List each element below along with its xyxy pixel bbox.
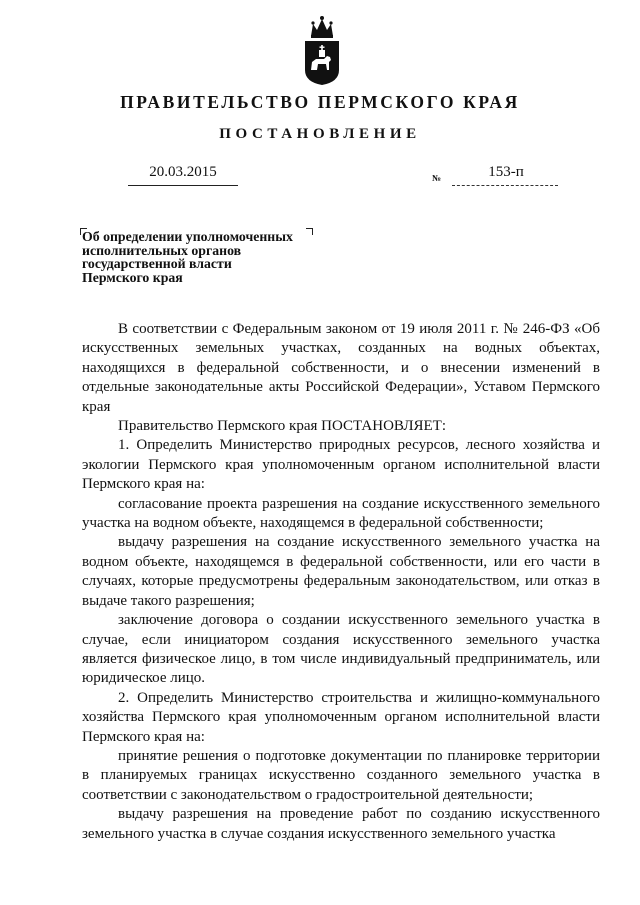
document-type: ПОСТАНОВЛЕНИЕ bbox=[219, 126, 421, 142]
document-number-field bbox=[432, 164, 560, 186]
resolution-paragraph: Правительство Пермского края ПОСТАНОВЛЯЕТ: bbox=[118, 418, 447, 435]
clause-1-item-paragraph: заключение договора о создании искусственного земельного участка в случае, если инициатором создания искусственного земельного участка является физическое лицо, в том числе индивидуальный предприниматель, или юридическое лицо. bbox=[82, 612, 600, 687]
clause-2-item-paragraph: выдачу разрешения на проведение работ по созданию искусственного земельного участка в случае создания искусственного земельного участка bbox=[82, 806, 600, 842]
clause-1-item-paragraph: выдачу разрешения на создание искусственного земельного участка на водном объекте, находящемся в федеральной собственности, или его части в случаях, которые предусмотрены федеральным законодательством, или отказ в выдаче такого разрешения; bbox=[82, 534, 600, 609]
subject-line: государственной власти bbox=[82, 256, 232, 271]
subject-line: исполнительных органов bbox=[82, 242, 242, 258]
document-date: 20.03.2015 bbox=[149, 164, 217, 180]
preamble-paragraph: В соответствии с Федеральным законом от 19 июля 2011 г. № 246-ФЗ «Об искусственных земельных участках, созданных на водных объектах, находящихся в федеральной собственности, и о внесении изменений в отдельные законодательные акты Российской Федерации», Уставом Пермского края bbox=[82, 321, 600, 415]
document-subject bbox=[82, 230, 322, 284]
clause-1-paragraph: 1. Определить Министерство природных ресурсов, лесного хозяйства и экологии Пермского края уполномоченным органом исполнительной власти Пермского края на: bbox=[82, 437, 600, 493]
number-sign: № bbox=[432, 173, 442, 183]
document-number: 153-п bbox=[488, 164, 524, 180]
date-underline bbox=[128, 185, 238, 186]
subject-line: Пермского края bbox=[82, 269, 183, 285]
document-body bbox=[82, 320, 600, 863]
clause-2-item-paragraph: принятие решения о подготовке документации по планировке территории в планируемых границах искусственно созданного земельного участка в соответствии с законодательством о градостроительной деятельности; bbox=[82, 747, 600, 803]
clause-1-item-paragraph: согласование проекта разрешения на создание искусственного земельного участка на водном объекте, находящемся в федеральной собственности; bbox=[82, 495, 600, 532]
number-underline bbox=[452, 185, 558, 186]
coat-of-arms-icon bbox=[302, 14, 342, 86]
document-date-field bbox=[128, 164, 238, 186]
clause-2-paragraph: 2. Определить Министерство строительства и жилищно-коммунального хозяйства Пермского края уполномоченным органом исполнительной власти Пермского края на: bbox=[82, 689, 600, 745]
subject-line: Об определении уполномоченных bbox=[82, 229, 293, 244]
government-title: ПРАВИТЕЛЬСТВО ПЕРМСКОГО КРАЯ bbox=[120, 92, 520, 112]
